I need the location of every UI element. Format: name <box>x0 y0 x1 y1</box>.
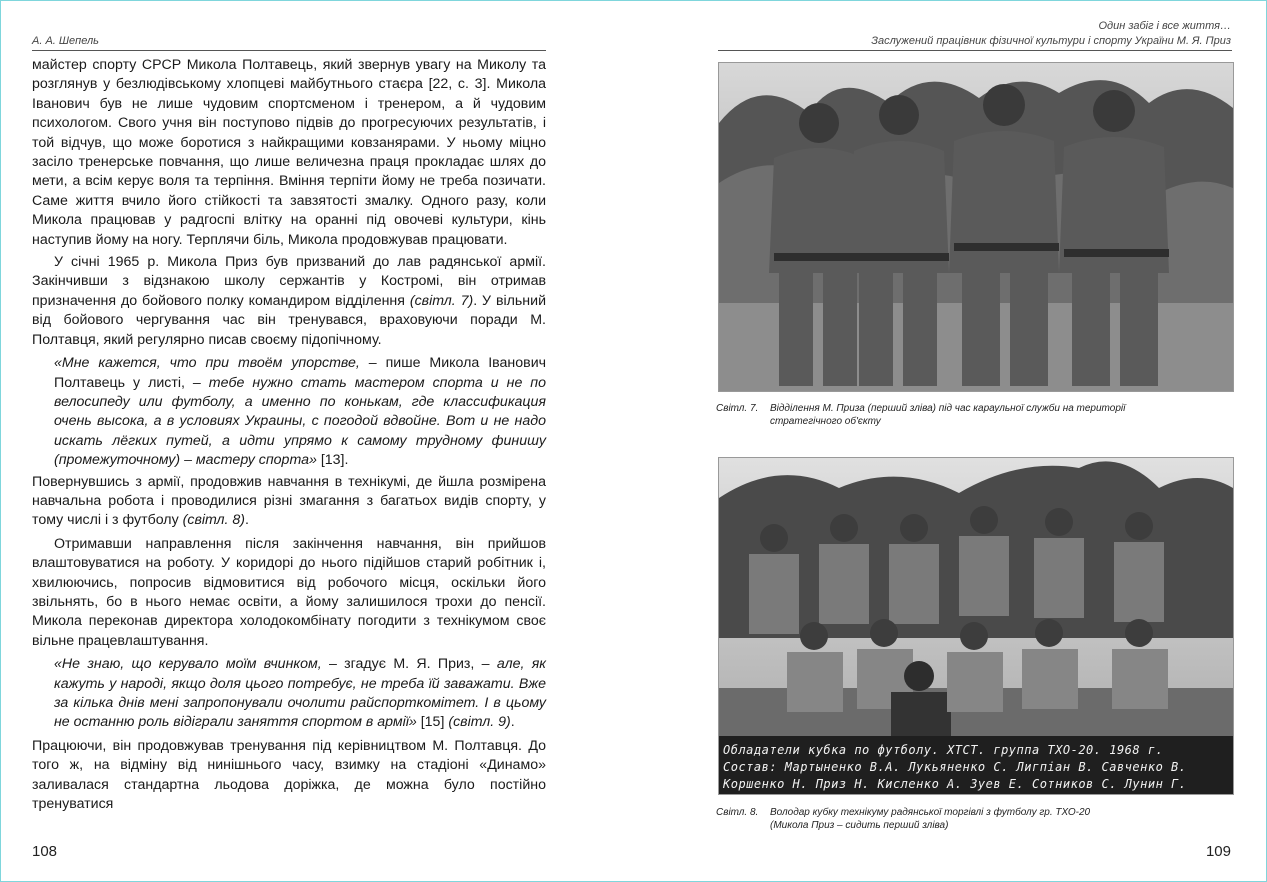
left-page <box>0 0 633 882</box>
page-number-right: 109 <box>1205 843 1231 860</box>
body-text <box>32 56 546 814</box>
paragraph-3: Повернувшись з армії, продовжив навчання в технікумі, де йшла розмірена навчальна робота і проводилися різні змагання з багатьох видів спорту, у тому числі і з футболу (світл. 8). <box>32 473 546 529</box>
header-rule <box>32 50 546 51</box>
photo-8-football-team <box>718 457 1234 795</box>
photo-7-soldiers <box>718 62 1234 392</box>
photo-8-inscription-line-3: Коршенко Н. Приз Н. Кисленко А. Зуев Е. Сотников С. Лунин Г. <box>723 777 1187 791</box>
paragraph-2: У січні 1965 р. Микола Приз був призваний до лав радянської армії. Закінчивши з відзнакою школу сержантів у Костромі, він отримав призначення до бойового полку командиром відділення (світл. 7). У вільний від бойового чергування час він тренувався, враховуючи поради М. Полтавця, який регулярно писав своєму підопічному. <box>32 254 546 348</box>
photo-9-reference: (світл. 9) <box>448 714 511 731</box>
photo-8-inscription-line-2: Состав: Мартыненко В.А. Лукьяненко С. Лигпіан В. Савченко В. <box>723 760 1187 774</box>
quote-1: «Мне кажется, что при твоём упорстве, – пише Микола Іванович Полтавець у листі, – тебе нужно стать мастером спорта и не по велосипеду или футболу, а именно по конькам, где классификация очень высока, а в условиях Украины, с погодой вдвойне. Вот и не надо искать лёгких путей, а идти упрямо к самому трудному финишу (промежуточному) – мастеру спорта» [13]. <box>54 355 547 469</box>
paragraph-4: Отримавши направлення після закінчення навчання, він прийшов влаштовуватися на роботу. У коридорі до нього підійшов старий робітник і, хвилюючись, попросив відмовитися від робочого місця, оскільки його звільнять, бо в нього немає освіти, а йому залишилося трохи до пенсії. Микола переконав директора холодокомбінату погодити з технікумом своє вільне працевлаштування. <box>32 535 546 649</box>
running-head-title: Один забіг і все життя… <box>1098 20 1231 32</box>
header-rule-right <box>718 50 1232 51</box>
photo-7-reference: (світл. 7) <box>409 292 474 309</box>
photo-8-inscription-line-1: Обладатели кубка по футболу. ХТСТ. группа ТХО-20. 1968 г. <box>723 743 1164 757</box>
page-number-left: 108 <box>32 843 58 860</box>
right-page: Один забіг і все життя… Заслужений працівник фізичної культури і спорту України М. Я. Приз Світл. 7. Відділення М. Приза (перший зліва) під час караульної служби на території стратегічного об'єкту Обладатели кубка по футболу. ХТСТ. группа ТХО-20. 1968 г. Состав: Мартыненко В.А. Лукьяненко С. Лигпіан В. Савченко В. Коршенко Н. Приз Н. Кисленко А. Зуев Е. Сотников С. Лунин Г. Світл. 8. Володар кубку технікуму радянської торгівлі з футболу гр. ТХО-20 (Микола Приз – сидить перший зліва) 109 <box>634 0 1267 882</box>
photo-8-reference: (світл. 8) <box>182 512 246 529</box>
paragraph-1: майстер спорту СРСР Микола Полтавець, який звернув увагу на Миколу та розглянув у безлюдівському хлопцеві майбутнього стаєра [22, с. 3]. Микола Іванович був не лише чудовим спортсменом і тренером, а й чудовим психологом. Свого учня він поступово підвів до прогресуючих результатів, і той відчув, що може боротися з найкращими ковзанярами. У ньому міцно засіло тренерське повчання, що лише величезна праця прокладає шлях до мети, а всім керує воля та терпіння. Вміння терпіти йому не треба позичати. Саме життя вчило його стійкості та завзятості змалку. Одного разу, коли Микола працював у радгоспі влітку на оранні під овочеві культури, кінь наступив йому на ногу. Терплячи біль, Микола продовжував працювати. <box>32 57 546 248</box>
running-head-author: А. А. Шепель <box>32 35 99 47</box>
running-head-subtitle: Заслужений працівник фізичної культури і спорту України М. Я. Приз <box>871 35 1231 47</box>
paragraph-5: Працюючи, він продовжував тренування під керівництвом М. Полтавця. До того ж, на відміну від нинішнього часу, взимку на стадіоні «Динамо» заливалася стандартна льодова доріжка, де можна було постійно тренуватися <box>32 737 546 813</box>
quote-2: «Не знаю, що керувало моїм вчинком, – згадує М. Я. Приз, – але, як кажуть у народі, якщо доля цього потребує, не треба їй заважати. Вже за кілька днів мені запропонували очолити райспорткомітет. І в цьому не останню роль відіграли заняття спортом в армії» [15] (світл. 9). <box>54 656 546 731</box>
